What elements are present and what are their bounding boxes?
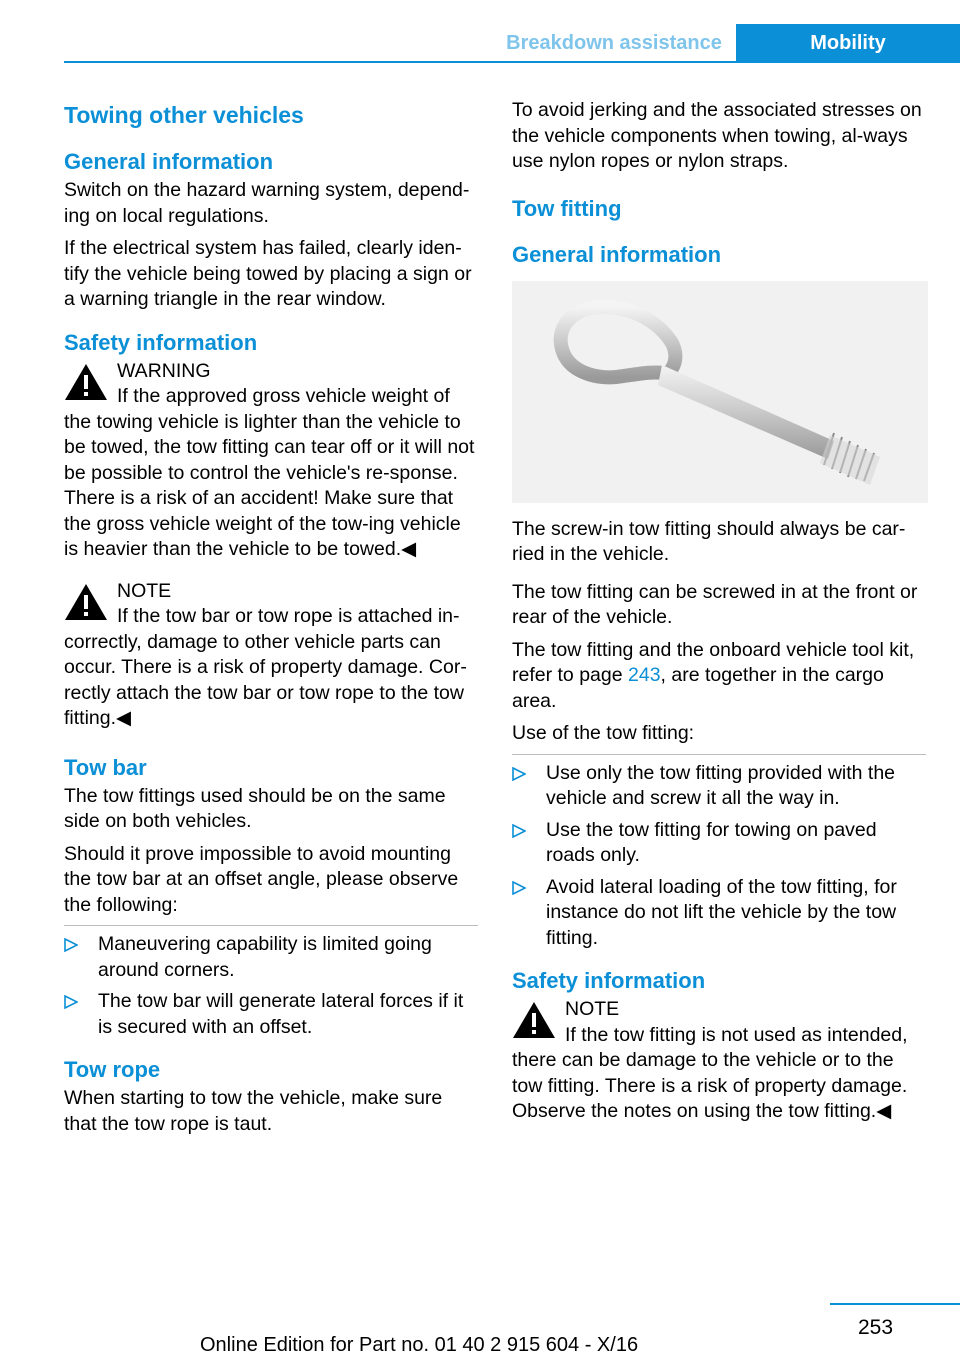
section-tab[interactable]: Breakdown assistance [506, 31, 722, 54]
tow-fitting-caption: The screw-in tow fitting should always be car‐ried in the vehicle. [512, 517, 906, 565]
tow-fitting-text-3-post: , are together in the cargo area. [512, 664, 884, 712]
triangle-bullet-icon [512, 767, 526, 781]
nylon-rope-text: To avoid jerking and the associated stresses on the vehicle components when towing, al‐ways use nylon ropes or nylon straps. [512, 99, 922, 172]
tow-fitting-general-heading: General information [512, 241, 722, 267]
list-divider [64, 925, 478, 926]
warning-label: WARNING [117, 359, 211, 382]
note-label: NOTE [117, 579, 172, 602]
tow-fitting-text-2: The tow fitting can be screwed in at the front or rear of the vehicle. [512, 580, 918, 628]
triangle-bullet-icon [512, 824, 526, 838]
warning-triangle-icon [64, 582, 108, 622]
tow-fitting-illustration [512, 281, 928, 503]
tow-bar-list [64, 932, 478, 1040]
general-info-heading: General information [64, 149, 274, 174]
list-item-text: Maneuvering capability is limited going around corners. [98, 933, 432, 981]
note-text: If the tow bar or tow rope is attached in‐correctly, damage to other vehicle parts can occur. There is a risk of property damage. Cor‐rectly attach the tow bar or tow rope to the tow fitting.◀ [64, 605, 467, 729]
tow-bar-text-1: The tow fittings used should be on the same side on both vehicles. [64, 784, 446, 832]
note-block [64, 579, 478, 732]
tow-bar-text-2: Should it prove impossible to avoid mounting the tow bar at an offset angle, please observe the following: [64, 842, 459, 916]
triangle-bullet-icon [64, 995, 78, 1009]
list-divider [512, 754, 926, 755]
note-label: NOTE [565, 998, 620, 1020]
warning-triangle-icon [512, 1000, 556, 1040]
tow-fitting-list [512, 761, 926, 952]
list-item [512, 761, 926, 812]
tow-fitting-safety-heading: Safety information [512, 968, 706, 993]
tow-rope-text: When starting to tow the vehicle, make sure that the tow rope is taut. [64, 1087, 443, 1135]
warning-text: If the approved gross vehicle weight of the towing vehicle is lighter than the vehicle to be towed, the tow fitting can tear off or it will not be possible to control the vehicle's re‐sponse. There is a risk of an accident! Make sure that the gross vehicle weight of the tow‐ing vehicle is heavier than the vehicle to be towed.◀ [64, 385, 475, 560]
footer-rule [830, 1303, 960, 1305]
triangle-bullet-icon [512, 881, 526, 895]
tow-fitting-image [512, 281, 928, 503]
page-title: Towing other vehicles [64, 102, 304, 128]
general-info-text-2: If the electrical system has failed, clearly iden‐tify the vehicle being towed by placing a sign or a warning triangle in the rear window. [64, 237, 472, 310]
tow-fitting-text-3 [512, 638, 926, 715]
note-block [512, 997, 926, 1125]
list-item [64, 932, 478, 983]
list-item-text: Use only the tow fitting provided with the vehicle and screw it all the way in. [546, 761, 896, 809]
list-item-text: Use the tow fitting for towing on paved roads only. [546, 818, 877, 866]
general-info-text-1: Switch on the hazard warning system, depend‐ing on local regulations. [64, 179, 470, 227]
page-number: 253 [858, 1316, 894, 1339]
edition-note: Online Edition for Part no. 01 40 2 915 604 - X/16 [200, 1334, 639, 1356]
right-column [512, 98, 926, 1132]
safety-info-heading: Safety information [64, 329, 258, 355]
tow-bar-heading: Tow bar [64, 754, 147, 780]
note-text: If the tow fitting is not used as intended, there can be damage to the vehicle or to the tow fitting. There is a risk of property damage. Observe the notes on using the tow fitting.◀ [512, 1023, 908, 1122]
list-item-text: The tow bar will generate lateral forces if it is secured with an offset. [98, 990, 464, 1038]
list-item [64, 989, 478, 1040]
list-item [512, 875, 926, 952]
list-item [512, 818, 926, 869]
chapter-tab[interactable]: Mobility [736, 24, 960, 62]
list-item-text: Avoid lateral loading of the tow fitting, for instance do not lift the vehicle by the tow fitting. [546, 875, 897, 949]
page-reference-link[interactable]: 243 [628, 664, 661, 686]
tow-fitting-heading: Tow fitting [512, 195, 622, 221]
triangle-bullet-icon [64, 938, 78, 952]
warning-block [64, 359, 478, 563]
tow-rope-heading: Tow rope [64, 1057, 161, 1082]
header-rule [64, 61, 960, 63]
warning-triangle-icon [64, 362, 108, 402]
left-column [64, 98, 478, 1144]
tow-fitting-text-3-pre: The tow fitting and the onboard vehicle tool kit, refer to page [512, 638, 915, 686]
tow-fitting-text-4: Use of the tow fitting: [512, 722, 695, 744]
page-header [0, 0, 960, 62]
